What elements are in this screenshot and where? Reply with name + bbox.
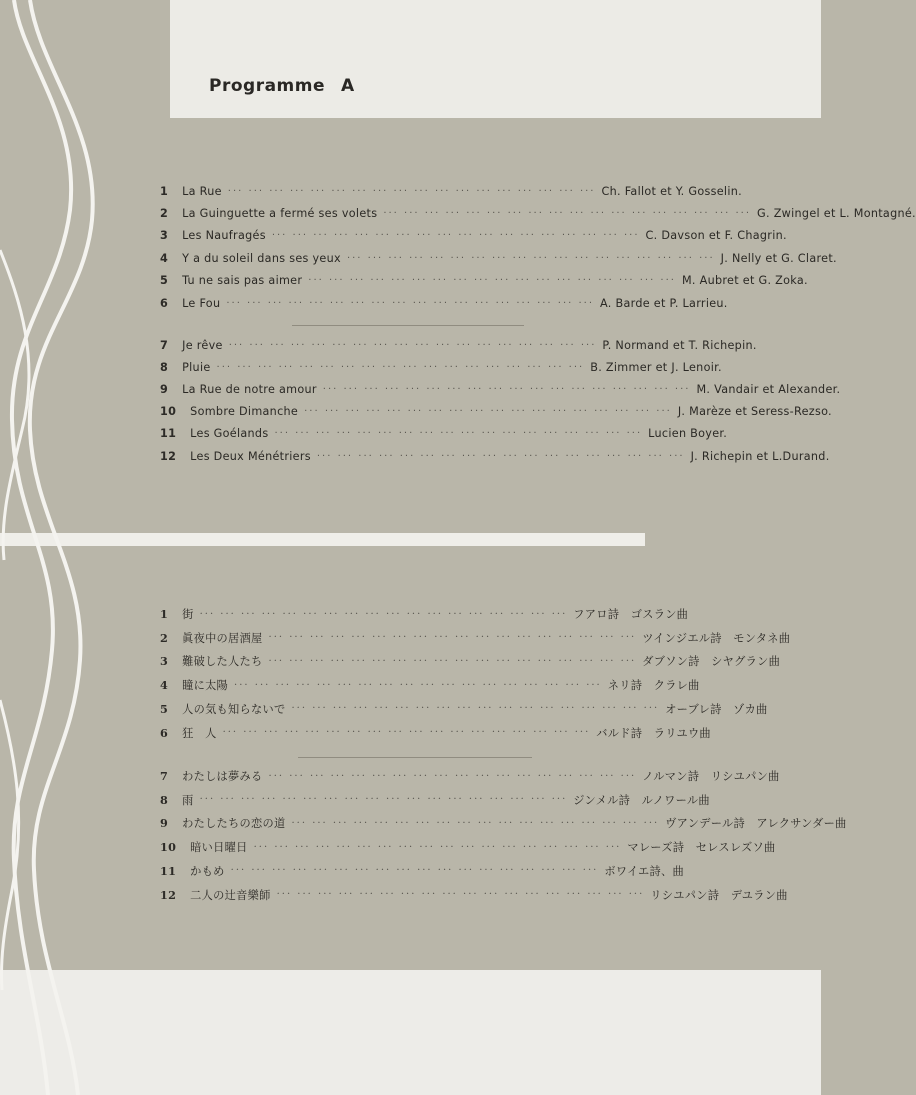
leader-dots: ··· ··· ··· ··· ··· ··· ··· ··· ··· ··· ··· ··· ··· ··· ··· ··· ··· ··· bbox=[304, 406, 672, 418]
song-title: 雨 bbox=[182, 793, 194, 807]
programme-item bbox=[160, 447, 830, 465]
programme-item bbox=[160, 336, 757, 354]
item-number: 12 bbox=[160, 887, 177, 902]
item-number: 6 bbox=[160, 296, 169, 310]
leader-dots: ··· ··· ··· ··· ··· ··· ··· ··· ··· ··· ··· ··· ··· ··· ··· ··· ··· ··· bbox=[216, 361, 585, 373]
song-authors: オーブレ詩 ゾカ曲 bbox=[665, 702, 768, 716]
item-number: 9 bbox=[160, 816, 169, 831]
item-number: 7 bbox=[160, 769, 169, 783]
programme-item bbox=[160, 652, 781, 670]
song-title: La Rue bbox=[182, 184, 222, 198]
programme-item bbox=[160, 862, 684, 880]
programme-item bbox=[160, 294, 728, 312]
item-number: 5 bbox=[160, 274, 169, 288]
leader-dots: ··· ··· ··· ··· ··· ··· ··· ··· ··· ··· ··· ··· ··· ··· ··· ··· ··· ··· bbox=[276, 889, 645, 900]
item-number: 2 bbox=[160, 630, 169, 645]
song-authors: M. Vandair et Alexander. bbox=[696, 382, 841, 396]
item-number: 10 bbox=[160, 405, 177, 419]
leader-dots: ··· ··· ··· ··· ··· ··· ··· ··· ··· ··· ··· ··· ··· ··· ··· ··· ··· ··· bbox=[383, 207, 752, 219]
song-title: La Rue de notre amour bbox=[182, 382, 317, 396]
title-band bbox=[170, 0, 821, 118]
programme-item bbox=[160, 767, 780, 785]
item-number: 11 bbox=[160, 427, 177, 441]
song-title: Sombre Dimanche bbox=[190, 405, 299, 419]
programme-item bbox=[160, 886, 788, 904]
song-title: わたしたちの恋の道 bbox=[182, 817, 286, 831]
song-authors: マレーズ詩 セレスレズソ曲 bbox=[627, 841, 776, 855]
ribbon-line-3 bbox=[0, 250, 29, 560]
programme-item bbox=[160, 403, 832, 421]
bottom-band bbox=[0, 970, 821, 1095]
leader-dots: ··· ··· ··· ··· ··· ··· ··· ··· ··· ··· ··· ··· ··· ··· ··· ··· ··· ··· bbox=[291, 817, 660, 829]
leader-dots: ··· ··· ··· ··· ··· ··· ··· ··· ··· ··· ··· ··· ··· ··· ··· ··· ··· ··· bbox=[199, 608, 568, 620]
programme-item bbox=[160, 182, 743, 200]
item-number: 8 bbox=[160, 792, 169, 807]
item-number: 2 bbox=[160, 206, 169, 220]
item-number: 4 bbox=[160, 678, 169, 693]
leader-dots: ··· ··· ··· ··· ··· ··· ··· ··· ··· ··· ··· ··· ··· ··· ··· ··· ··· ··· bbox=[234, 679, 602, 691]
song-title: 二人の辻音樂師 bbox=[190, 888, 271, 902]
item-number: 6 bbox=[160, 725, 169, 740]
programme-title-text: Programme bbox=[209, 76, 326, 96]
song-title: 狂 人 bbox=[182, 726, 217, 740]
song-authors: ヴアンデール詩 アレクサンダー曲 bbox=[665, 817, 847, 831]
song-authors: A. Barde et P. Larrieu. bbox=[600, 296, 728, 310]
leader-dots: ··· ··· ··· ··· ··· ··· ··· ··· ··· ··· ··· ··· ··· ··· ··· ··· ··· ··· bbox=[268, 770, 637, 782]
programme-item bbox=[160, 272, 808, 290]
programme-item bbox=[160, 838, 776, 856]
leader-dots: ··· ··· ··· ··· ··· ··· ··· ··· ··· ··· ··· ··· ··· ··· ··· ··· ··· ··· bbox=[308, 275, 676, 287]
song-authors: ノルマン詩 リシユパン曲 bbox=[642, 770, 780, 783]
programme-item bbox=[160, 380, 841, 398]
item-number: 11 bbox=[160, 863, 177, 878]
leader-dots: ··· ··· ··· ··· ··· ··· ··· ··· ··· ··· ··· ··· ··· ··· ··· ··· ··· ··· bbox=[226, 297, 595, 309]
song-title: Les Deux Ménétriers bbox=[190, 449, 311, 463]
leader-dots: ··· ··· ··· ··· ··· ··· ··· ··· ··· ··· ··· ··· ··· ··· ··· ··· ··· ··· bbox=[271, 230, 640, 242]
programme-item bbox=[160, 358, 722, 376]
programme-item bbox=[160, 425, 728, 443]
ribbon-line-1 bbox=[12, 0, 71, 1095]
leader-dots: ··· ··· ··· ··· ··· ··· ··· ··· ··· ··· ··· ··· ··· ··· ··· ··· ··· ··· bbox=[228, 339, 597, 351]
song-title: Tu ne sais pas aimer bbox=[182, 274, 303, 288]
song-authors: J. Richepin et L.Durand. bbox=[690, 449, 830, 463]
ribbon-line-2 bbox=[30, 0, 93, 1095]
song-title: 街 bbox=[182, 608, 194, 621]
divider-japanese bbox=[298, 757, 532, 758]
song-title: 暗い日曜日 bbox=[190, 841, 248, 855]
song-authors: P. Normand et T. Richepin. bbox=[602, 338, 757, 352]
item-number: 10 bbox=[160, 840, 177, 855]
programme-item bbox=[160, 791, 710, 809]
song-title: Pluie bbox=[182, 360, 211, 374]
item-number: 3 bbox=[160, 229, 169, 243]
programme-item bbox=[160, 227, 787, 245]
programme-item bbox=[160, 676, 700, 694]
song-title: かもめ bbox=[190, 864, 225, 878]
song-authors: J. Marèze et Seress-Rezso. bbox=[677, 405, 832, 419]
leader-dots: ··· ··· ··· ··· ··· ··· ··· ··· ··· ··· ··· ··· ··· ··· ··· ··· ··· ··· bbox=[322, 383, 691, 395]
item-number: 1 bbox=[160, 184, 169, 198]
song-authors: ツインジエル詩 モンタネ曲 bbox=[642, 631, 791, 645]
song-authors: ボワイエ詩、曲 bbox=[604, 864, 684, 878]
song-title: Les Goélands bbox=[190, 427, 269, 441]
leader-dots: ··· ··· ··· ··· ··· ··· ··· ··· ··· ··· ··· ··· ··· ··· ··· ··· ··· ··· bbox=[316, 450, 685, 462]
programme-item bbox=[160, 249, 837, 267]
song-authors: ネリ詩 クラレ曲 bbox=[607, 679, 700, 693]
divider-french bbox=[292, 325, 524, 326]
song-authors: J. Nelly et G. Claret. bbox=[720, 251, 837, 265]
song-authors: Ch. Fallot et Y. Gosselin. bbox=[601, 184, 743, 198]
song-authors: C. Davson et F. Chagrin. bbox=[645, 229, 787, 243]
leader-dots: ··· ··· ··· ··· ··· ··· ··· ··· ··· ··· ··· ··· ··· ··· ··· ··· ··· ··· bbox=[230, 865, 599, 877]
item-number: 12 bbox=[160, 449, 177, 463]
song-title: 難破した人たち bbox=[182, 655, 263, 669]
item-number: 5 bbox=[160, 701, 169, 716]
programme-item bbox=[160, 629, 791, 647]
song-authors: ダブソン詩 シヤグラン曲 bbox=[642, 655, 781, 669]
song-authors: フアロ詩 ゴスラン曲 bbox=[573, 608, 689, 621]
song-title: Je rêve bbox=[182, 338, 223, 352]
song-title: La Guinguette a fermé ses volets bbox=[182, 206, 378, 220]
item-number: 4 bbox=[160, 251, 169, 265]
item-number: 8 bbox=[160, 360, 169, 374]
programme-item bbox=[160, 700, 768, 718]
leader-dots: ··· ··· ··· ··· ··· ··· ··· ··· ··· ··· ··· ··· ··· ··· ··· ··· ··· ··· bbox=[291, 703, 660, 715]
leader-dots: ··· ··· ··· ··· ··· ··· ··· ··· ··· ··· ··· ··· ··· ··· ··· ··· ··· ··· bbox=[222, 727, 591, 738]
song-authors: G. Zwingel et L. Montagné. bbox=[757, 206, 916, 220]
leader-dots: ··· ··· ··· ··· ··· ··· ··· ··· ··· ··· ··· ··· ··· ··· ··· ··· ··· ··· bbox=[274, 428, 643, 440]
item-number: 1 bbox=[160, 607, 169, 621]
programme-title bbox=[209, 76, 355, 96]
item-number: 3 bbox=[160, 654, 169, 669]
leader-dots: ··· ··· ··· ··· ··· ··· ··· ··· ··· ··· ··· ··· ··· ··· ··· ··· ··· ··· bbox=[227, 185, 596, 197]
middle-band bbox=[0, 533, 645, 546]
item-number: 9 bbox=[160, 382, 169, 396]
song-title: 人の気も知らないで bbox=[182, 702, 286, 716]
item-number: 7 bbox=[160, 338, 169, 352]
song-authors: リシユパン詩 デユラン曲 bbox=[650, 888, 788, 902]
song-authors: B. Zimmer et J. Lenoir. bbox=[590, 360, 722, 374]
song-title: Y a du soleil dans ses yeux bbox=[182, 251, 341, 265]
programme-item bbox=[160, 814, 847, 832]
song-title: わたしは夢みる bbox=[182, 770, 263, 783]
song-authors: ジンメル詩 ルノワール曲 bbox=[573, 793, 710, 807]
leader-dots: ··· ··· ··· ··· ··· ··· ··· ··· ··· ··· ··· ··· ··· ··· ··· ··· ··· ··· bbox=[346, 252, 715, 264]
song-title: Le Fou bbox=[182, 296, 221, 310]
leader-dots: ··· ··· ··· ··· ··· ··· ··· ··· ··· ··· ··· ··· ··· ··· ··· ··· ··· ··· bbox=[268, 632, 637, 644]
ribbon-line-4 bbox=[0, 700, 19, 990]
song-authors: Lucien Boyer. bbox=[648, 427, 728, 441]
programme-letter: A bbox=[341, 76, 355, 96]
song-authors: M. Aubret et G. Zoka. bbox=[681, 274, 808, 288]
leader-dots: ··· ··· ··· ··· ··· ··· ··· ··· ··· ··· ··· ··· ··· ··· ··· ··· ··· ··· bbox=[268, 655, 637, 667]
song-authors: バルド詩 ラリユウ曲 bbox=[596, 726, 711, 740]
leader-dots: ··· ··· ··· ··· ··· ··· ··· ··· ··· ··· ··· ··· ··· ··· ··· ··· ··· ··· bbox=[199, 794, 568, 806]
programme-item bbox=[160, 204, 916, 222]
programme-item bbox=[160, 605, 689, 623]
song-title: 瞳に太陽 bbox=[182, 679, 229, 693]
song-title: Les Naufragés bbox=[182, 229, 266, 243]
song-title: 眞夜中の居酒屋 bbox=[182, 631, 263, 645]
leader-dots: ··· ··· ··· ··· ··· ··· ··· ··· ··· ··· ··· ··· ··· ··· ··· ··· ··· ··· bbox=[253, 841, 622, 853]
programme-item bbox=[160, 724, 711, 742]
